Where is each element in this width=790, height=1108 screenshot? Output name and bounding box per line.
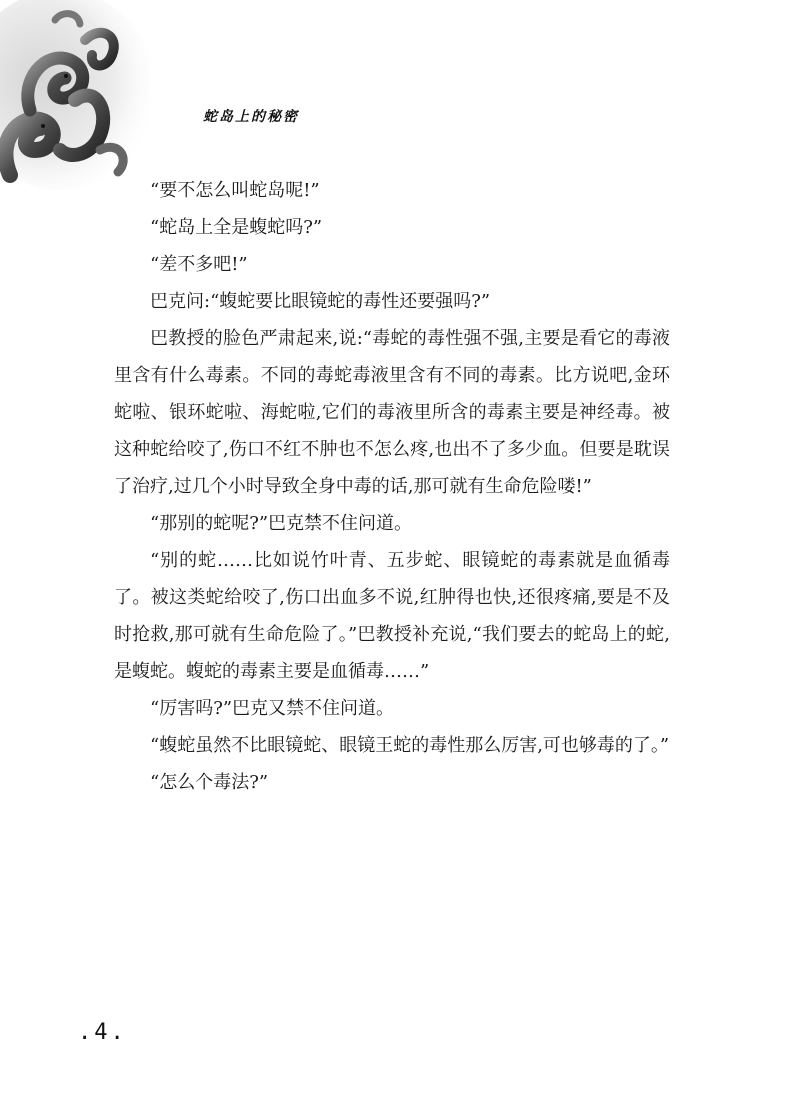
- paragraph: “要不怎么叫蛇岛呢!”: [150, 180, 320, 201]
- paragraph: “蛇岛上全是蝮蛇吗?”: [150, 217, 323, 238]
- paragraph: “那别的蛇呢?”巴克禁不住问道。: [150, 513, 413, 534]
- paragraph: 巴教授的脸色严肃起来,说:“毒蛇的毒性强不强,主要是看它的毒液里含有什么毒素。不同的毒蛇毒液里含有不同的毒素。比方说吧,金环蛇啦、银环蛇啦、海蛇啦,它们的毒液里所含的毒素主要是神经毒。被这种蛇给咬了,伤口不红不肿也不怎么疼,也出不了多少血。但要是耽误了治疗,过几个小时导致全身中毒的话,那可就有生命危险喽!”: [114, 328, 670, 497]
- page-number: .4.: [78, 1020, 127, 1045]
- paragraph: “差不多吧!”: [150, 254, 248, 275]
- running-header-title: 蛇岛上的秘密: [203, 109, 299, 125]
- paragraph: “别的蛇……比如说竹叶青、五步蛇、眼镜蛇的毒素就是血循毒了。被这类蛇给咬了,伤口出血多不说,红肿得也快,还很疼痛,要是不及时抢救,那可就有生命危险了。”巴教授补充说,“我们要去的蛇岛上的蛇,是蝮蛇。蝮蛇的毒素主要是血循毒……”: [114, 550, 670, 682]
- body-text: [114, 172, 670, 801]
- coiled-snake-illustration-icon: [0, 0, 150, 190]
- paragraph: “厉害吗?”巴克又禁不住问道。: [150, 698, 395, 719]
- paragraph: “蝮蛇虽然不比眼镜蛇、眼镜王蛇的毒性那么厉害,可也够毒的了。”: [150, 735, 670, 756]
- paragraph: 巴克问:“蝮蛇要比眼镜蛇的毒性还要强吗?”: [150, 291, 491, 312]
- paragraph: “怎么个毒法?”: [150, 772, 269, 793]
